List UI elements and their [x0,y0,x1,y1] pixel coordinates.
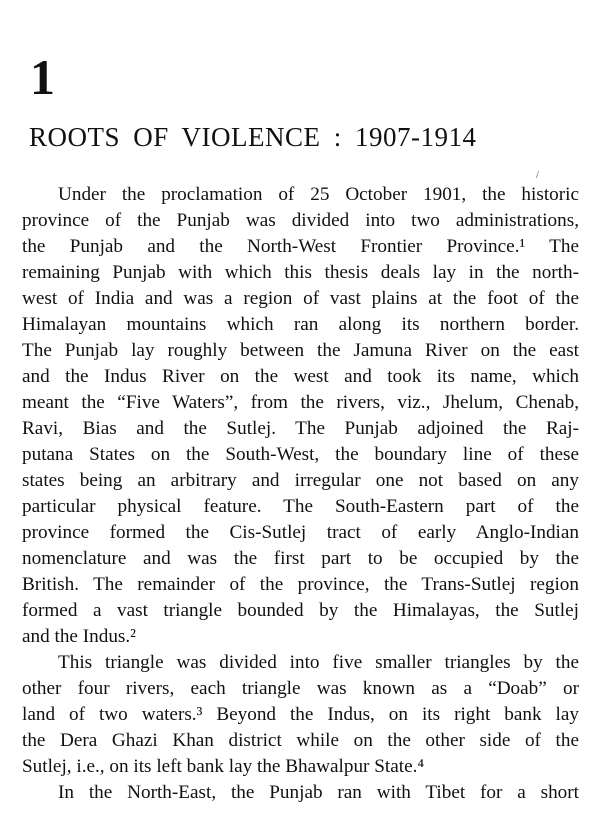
text-line: remaining Punjab with which this thesis deals lay in the north- [22,262,579,283]
text-line: Ravi, Bias and the Sutlej. The Punjab adjoined the Raj- [22,418,579,439]
text-line: This triangle was divided into five smaller triangles by the [58,652,579,673]
text-line: province formed the Cis-Sutlej tract of early Anglo-Indian [22,522,579,543]
text-line: meant the “Five Waters”, from the rivers, viz., Jhelum, Chenab, [22,392,579,413]
text-line: Under the proclamation of 25 October 1901, the historic [58,184,579,205]
text-line: nomenclature and was the first part to be occupied by the [22,548,579,569]
text-line: states being an arbitrary and irregular one not based on any [22,470,579,491]
text-line: particular physical feature. The South-Eastern part of the [22,496,579,517]
chapter-title: ROOTS OF VIOLENCE : 1907-1914 [29,122,477,152]
text-line: other four rivers, each triangle was known as a “Doab” or [22,678,579,699]
text-line: The Punjab lay roughly between the Jamuna River on the east [22,340,579,361]
text-line: the Punjab and the North-West Frontier Province.¹ The [22,236,579,257]
text-line: and the Indus.² [22,626,136,647]
scan-mark: / [536,170,539,181]
text-line: west of India and was a region of vast plains at the foot of the [22,288,579,309]
text-line: land of two waters.³ Beyond the Indus, on its right bank lay [22,704,579,725]
text-line: In the North-East, the Punjab ran with Tibet for a short [58,782,579,803]
chapter-number: 1 [30,49,55,105]
text-line: putana States on the South-West, the boundary line of these [22,444,579,465]
text-line: British. The remainder of the province, the Trans-Sutlej region [22,574,579,595]
text-line: formed a vast triangle bounded by the Himalayas, the Sutlej [22,600,579,621]
text-line: Sutlej, i.e., on its left bank lay the Bhawalpur State.⁴ [22,756,425,777]
text-line: Himalayan mountains which ran along its northern border. [22,314,579,335]
body-text [22,182,579,806]
text-line: province of the Punjab was divided into two administrations, [22,210,579,231]
text-line: and the Indus River on the west and took its name, which [22,366,579,387]
text-line: the Dera Ghazi Khan district while on the other side of the [22,730,579,751]
